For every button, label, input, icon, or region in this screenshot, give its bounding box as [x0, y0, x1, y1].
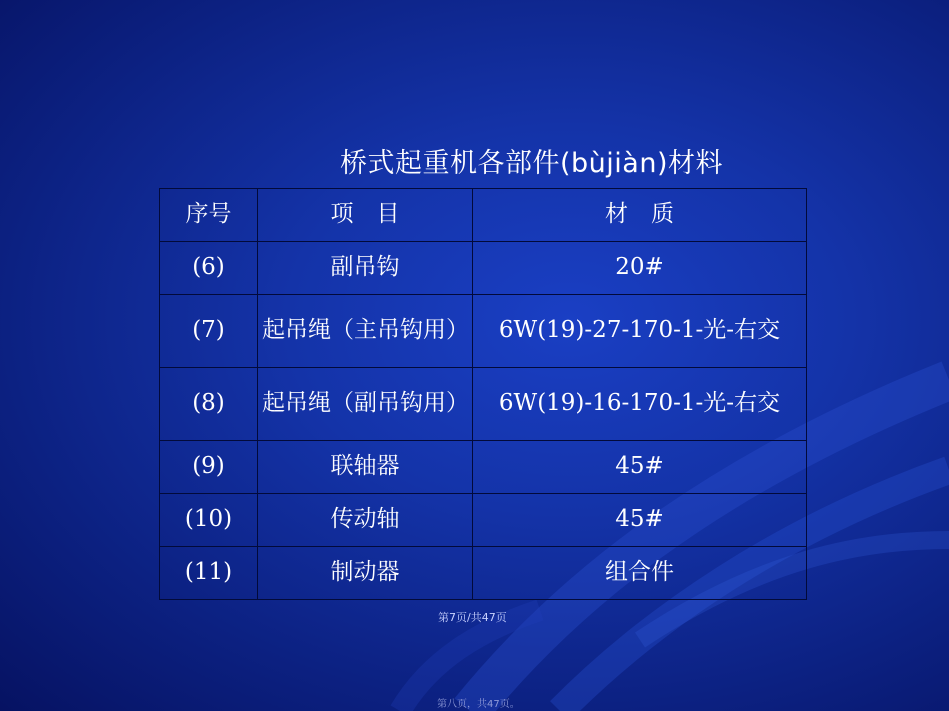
slide-title: 桥式起重机各部件(bùjiàn)材料	[340, 148, 723, 179]
table-row	[160, 441, 807, 494]
cell-seq: (9)	[160, 441, 258, 494]
cell-seq: (10)	[160, 494, 258, 547]
cell-material: 45#	[473, 494, 807, 547]
table-row	[160, 295, 807, 368]
cell-item: 起吊绳（主吊钩用）	[258, 295, 473, 368]
page-number-secondary: 第八页，共47页。	[437, 699, 520, 710]
cell-seq: (11)	[160, 547, 258, 600]
table-row	[160, 368, 807, 441]
cell-item: 制动器	[258, 547, 473, 600]
cell-material: 组合件	[473, 547, 807, 600]
cell-material: 45#	[473, 441, 807, 494]
cell-seq: (6)	[160, 242, 258, 295]
cell-item: 联轴器	[258, 441, 473, 494]
cell-seq: (8)	[160, 368, 258, 441]
cell-material: 6W(19)-27-170-1-光-右交	[473, 295, 807, 368]
page-number: 第7页/共47页	[438, 611, 507, 624]
table-row	[160, 242, 807, 295]
cell-item: 传动轴	[258, 494, 473, 547]
cell-item: 副吊钩	[258, 242, 473, 295]
cell-seq: (7)	[160, 295, 258, 368]
header-material: 材 质	[473, 189, 807, 242]
table-header-row	[160, 189, 807, 242]
materials-table	[159, 188, 807, 600]
table-row	[160, 494, 807, 547]
header-item: 项 目	[258, 189, 473, 242]
table-row	[160, 547, 807, 600]
header-seq: 序号	[160, 189, 258, 242]
cell-item: 起吊绳（副吊钩用）	[258, 368, 473, 441]
cell-material: 20#	[473, 242, 807, 295]
cell-material: 6W(19)-16-170-1-光-右交	[473, 368, 807, 441]
